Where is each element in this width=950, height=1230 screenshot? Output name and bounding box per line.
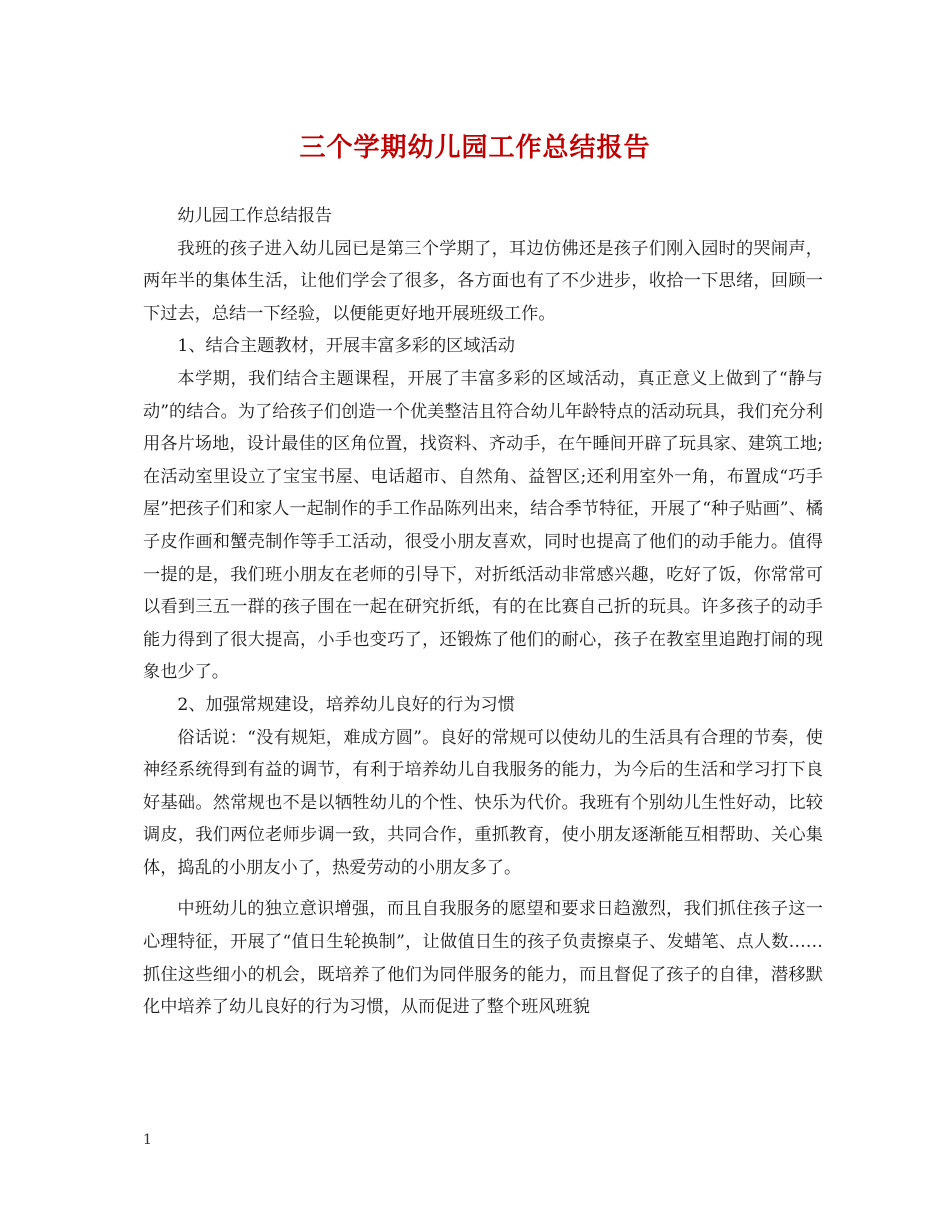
page-number: 1 xyxy=(143,1132,152,1148)
paragraph-section-2: 俗话说：“没有规矩，难成方圆”。良好的常规可以使幼儿的生活具有合理的节奏，使神经系统得到有益的调节，有利于培养幼儿自我服务的能力，为今后的生活和学习打下良好基础。然常规也不是以牺牲幼儿的个性、快乐为代价。我班有个别幼儿生性好动，比较调皮，我们两位老师步调一致，共同合作，重抓教育，使小朋友逐渐能互相帮助、关心集体，捣乱的小朋友小了，热爱劳动的小朋友多了。 xyxy=(143,727,823,878)
paragraph-heading: 幼儿园工作总结报告 xyxy=(177,206,333,226)
paragraph-section-2b: 中班幼儿的独立意识增强，而且自我服务的愿望和要求日趋激烈，我们抓住孩子这一心理特征，开展了“值日生轮换制”，让做值日生的孩子负责擦桌子、发蜡笔、点人数……抓住这些细小的机会，既培养了他们为同伴服务的能力，而且督促了孩子的自律，潜移默化中培养了幼儿良好的行为习惯，从而促进了整个班风班貌 xyxy=(143,899,823,1018)
document-body xyxy=(143,200,823,1024)
document-title: 三个学期幼儿园工作总结报告 xyxy=(299,133,651,163)
section-heading-1: 1、结合主题教材，开展丰富多彩的区域活动 xyxy=(177,336,515,357)
paragraph-intro: 我班的孩子进入幼儿园已是第三个学期了，耳边仿佛还是孩子们刚入园时的哭闹声，两年半的集体生活，让他们学会了很多，各方面也有了不少进步，收拾一下思绪，回顾一下过去，总结一下经验，以便能更好地开展班级工作。 xyxy=(143,238,823,324)
section-heading-2: 2、加强常规建设，培养幼儿良好的行为习惯 xyxy=(177,694,515,715)
paragraph-section-1: 本学期，我们结合主题课程，开展了丰富多彩的区域活动，真正意义上做到了“静与动”的结合。为了给孩子们创造一个优美整洁且符合幼儿年龄特点的活动玩具，我们充分利用各片场地，设计最佳的区角位置，找资料、齐动手，在午睡间开辟了玩具家、建筑工地;在活动室里设立了宝宝书屋、电话超市、自然角、益智区;还利用室外一角，布置成“巧手屋”把孩子们和家人一起制作的手工作品陈列出来，结合季节特征，开展了“种子贴画”、橘子皮作画和蟹壳制作等手工活动，很受小朋友喜欢，同时也提高了他们的动手能力。值得一提的是，我们班小朋友在老师的引导下，对折纸活动非常感兴趣，吃好了饭，你常常可以看到三五一群的孩子围在一起在研究折纸，有的在比赛自己折的玩具。许多孩子的动手能力得到了很大提高，小手也变巧了，还锻炼了他们的耐心，孩子在教室里追跑打闹的现象也少了。 xyxy=(143,368,823,683)
